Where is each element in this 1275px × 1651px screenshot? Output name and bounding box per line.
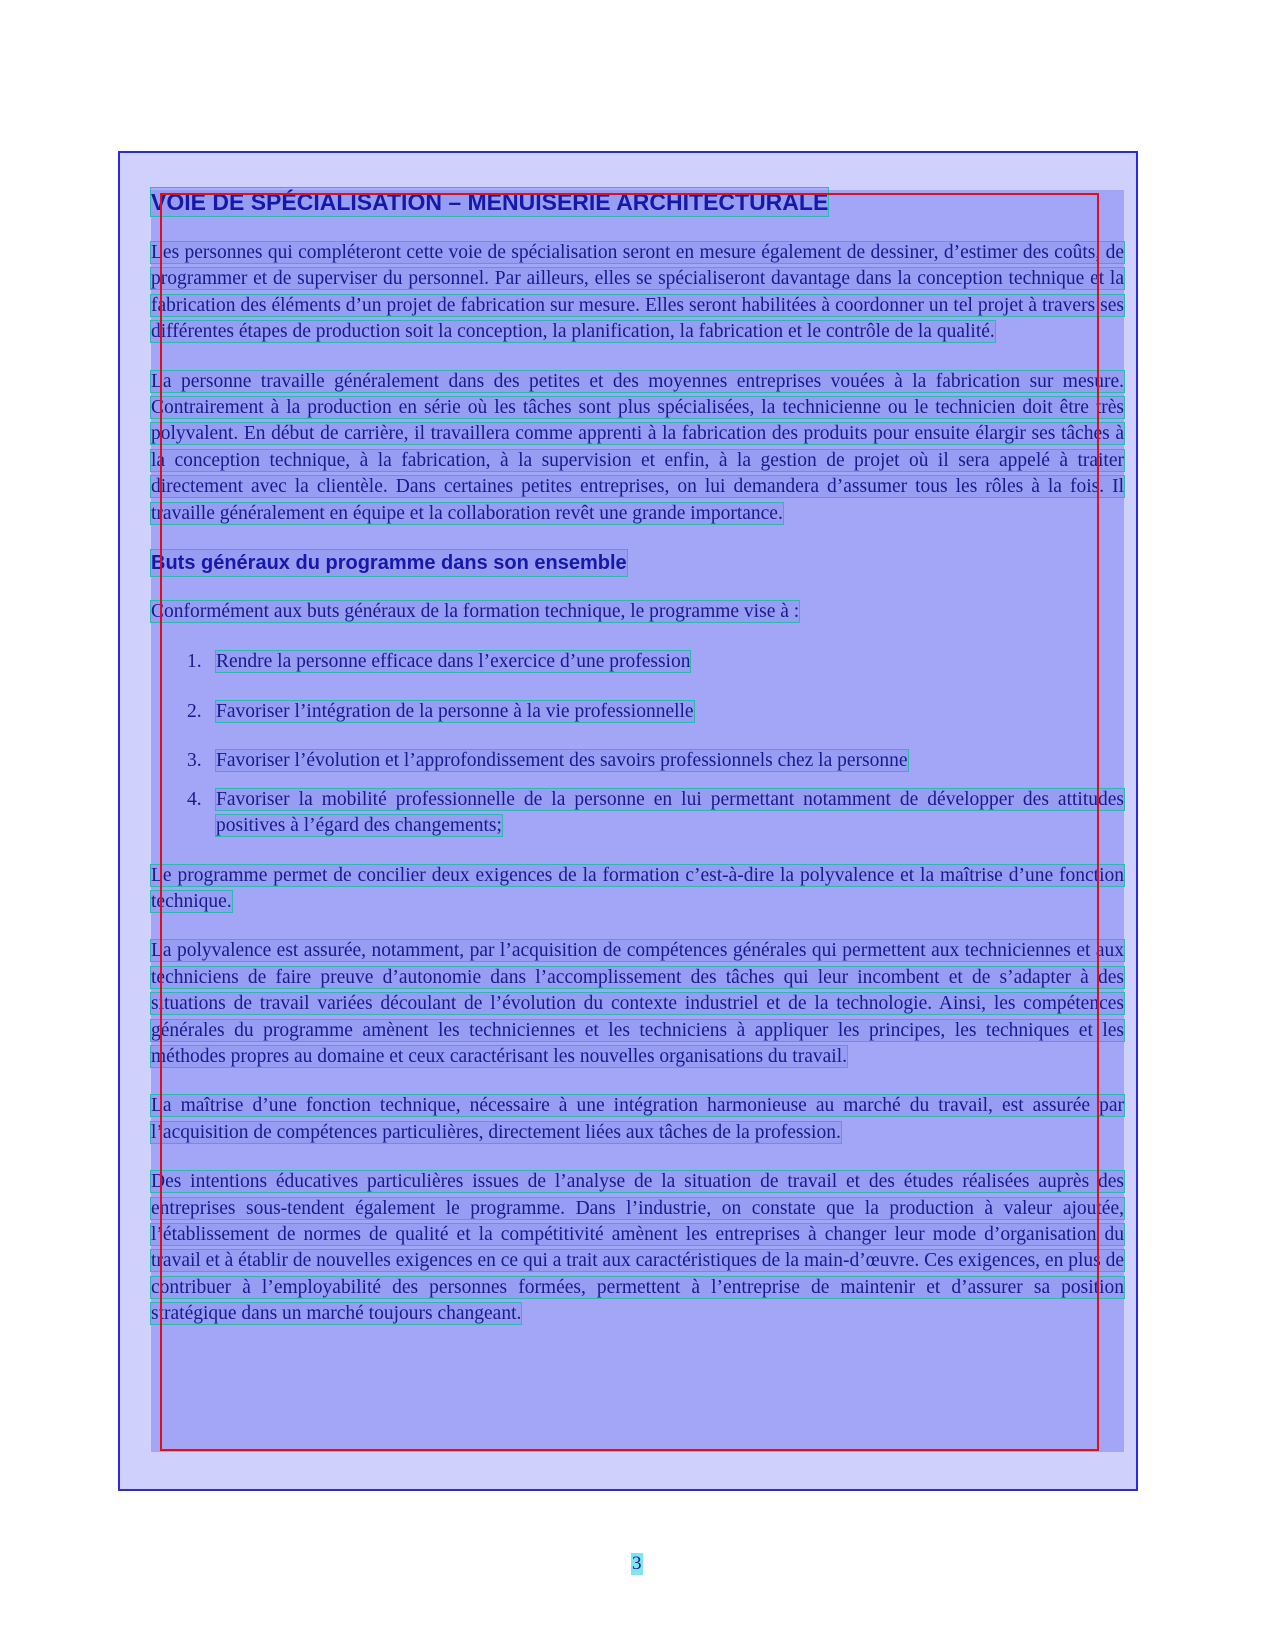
list-item: 4. Favoriser la mobilité professionnelle de la personne en lui permettant notamment de développer des attitudes positives à l’égard des changements; — [187, 788, 1124, 837]
list-item: 2. Favoriser l’intégration de la personne à la vie professionnelle — [187, 700, 694, 722]
intro-paragraph-2: La personne travaille généralement dans des petites et des moyennes entreprises vouées à la fabrication sur mesure. Contrairement à la production en série où les tâches sont plus spécialisées, la technicienne ou le technicien doit être très polyvalent. En début de carrière, il travaillera comme apprenti à la fabrication des produits pour ensuite élargir ses tâches à la conception technique, à la fabrication, à la supervision et enfin, à la gestion de projet où il sera appelé à traiter directement avec la clientèle. Dans certaines petites entreprises, on lui demandera d’assumer tous les rôles à la fois. Il travaille généralement en équipe et la collaboration revêt une grande importance. — [151, 370, 1124, 524]
document-body — [151, 188, 1124, 1328]
goals-list — [151, 649, 1124, 839]
paragraph-6: Des intentions éducatives particulières issues de l’analyse de la situation de travail et des études réalisées auprès des entreprises sous-tendent également le programme. Dans l’industrie, on constate que la production à valeur ajoutée, l’établissement de normes de qualité et la compétitivité amènent les entreprises à changer leur mode d’organisation du travail et à établir de nouvelles exigences en ce qui a trait aux caractéristiques de la main-d’œuvre. Ces exigences, en plus de contribuer à l’employabilité des personnes formées, permettent à l’entreprise de maintenir et d’assurer sa position stratégique dans un marché toujours changeant. — [151, 1171, 1124, 1325]
section-title: Buts généraux du programme dans son ensemble — [151, 552, 627, 575]
paragraph-4: La polyvalence est assurée, notamment, par l’acquisition de compétences générales qui permettent aux techniciennes et aux techniciens de faire preuve d’autonomie dans l’accomplissement des tâches qui leur incombent et de s’adapter à des situations de travail variées découlant de l’évolution du contexte industriel et de la technologie. Ainsi, les compétences générales du programme amènent les techniciennes et les techniciens à appliquer les principes, les techniques et les méthodes propres au domaine et ceux caractérisant les nouvelles organisations du travail. — [151, 940, 1124, 1067]
document-title: VOIE DE SPÉCIALISATION – MENUISERIE ARCHITECTURALE — [151, 189, 829, 215]
paragraph-5: La maîtrise d’une fonction technique, nécessaire à une intégration harmonieuse au marché du travail, est assurée par l’acquisition de compétences particulières, directement liées aux tâches de la profession. — [151, 1095, 1124, 1143]
list-item: 3. Favoriser l’évolution et l’approfondissement des savoirs professionnels chez la personne — [187, 750, 908, 772]
section-intro: Conformément aux buts généraux de la formation technique, le programme vise à : — [151, 601, 800, 623]
list-item: 1. Rendre la personne efficace dans l’exercice d’une profession — [187, 651, 691, 673]
intro-paragraph-1: Les personnes qui compléteront cette voie de spécialisation seront en mesure également de dessiner, d’estimer des coûts, de programmer et de superviser du personnel. Par ailleurs, elles se spécialiseront davantage dans la conception technique et la fabrication des éléments d’un projet de fabrication sur mesure. Elles seront habilitées à coordonner un tel projet à travers ses différentes étapes de production soit la conception, la planification, la fabrication et le contrôle de la qualité. — [151, 242, 1124, 343]
page-number: 3 — [632, 1553, 642, 1574]
paragraph-3: Le programme permet de concilier deux exigences de la formation c’est-à-dire la polyvalence et la maîtrise d’une fonction technique. — [151, 864, 1124, 912]
